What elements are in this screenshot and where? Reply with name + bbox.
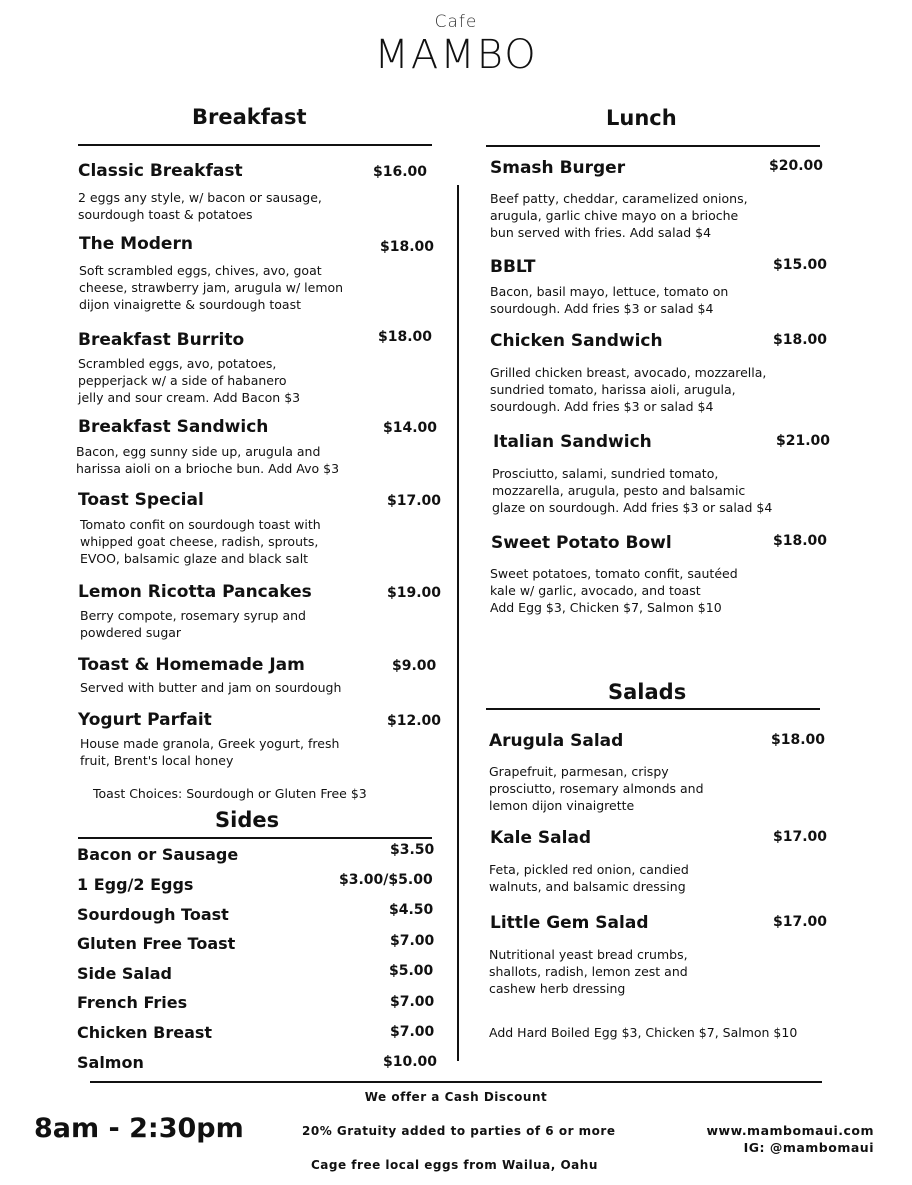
item-name: Toast & Homemade Jam: [78, 655, 305, 675]
gratuity-note: 20% Gratuity added to parties of 6 or more: [302, 1124, 616, 1138]
side-name: Salmon: [77, 1053, 144, 1072]
salads-divider: [486, 708, 820, 710]
item-price: $16.00: [373, 164, 428, 180]
item-price: $18.00: [378, 329, 433, 345]
item-name: Chicken Sandwich: [490, 331, 663, 351]
item-description: Beef patty, cheddar, caramelized onions, arugula, garlic chive mayo on a brioche bun served with fries. Add salad $4: [490, 191, 748, 240]
item-name: Classic Breakfast: [78, 161, 243, 181]
item-description: Bacon, basil mayo, lettuce, tomato on sourdough. Add fries $3 or salad $4: [490, 284, 729, 316]
side-name: 1 Egg/2 Eggs: [77, 875, 194, 894]
salad-addon-note: Add Hard Boiled Egg $3, Chicken $7, Salmon $10: [489, 1025, 798, 1040]
item-price: $17.00: [773, 829, 828, 845]
item-name: Italian Sandwich: [493, 432, 652, 452]
item-name: Breakfast Sandwich: [78, 417, 269, 437]
item-description: Grilled chicken breast, avocado, mozzarella, sundried tomato, harissa aioli, arugula, sourdough. Add fries $3 or salad $4: [490, 365, 767, 414]
opening-hours: 8am - 2:30pm: [34, 1113, 244, 1144]
item-price: $18.00: [380, 239, 435, 255]
side-name: Sourdough Toast: [77, 905, 229, 924]
item-description: Scrambled eggs, avo, potatoes, pepperjack w/ a side of habanero jelly and sour cream. Add Bacon $3: [78, 356, 301, 405]
item-description: Sweet potatoes, tomato confit, sautéed kale w/ garlic, avocado, and toast Add Egg $3, Chicken $7, Salmon $10: [490, 566, 738, 615]
item-price: $18.00: [773, 533, 828, 549]
brand-tagline: Cafe: [434, 12, 478, 32]
instagram-handle[interactable]: IG: @mambomaui: [743, 1140, 874, 1155]
item-name: Lemon Ricotta Pancakes: [78, 582, 312, 602]
item-name: Little Gem Salad: [490, 913, 649, 933]
item-name: Yogurt Parfait: [78, 710, 212, 730]
side-price: $5.00: [389, 963, 434, 979]
item-name: BBLT: [490, 257, 536, 277]
item-name: Sweet Potato Bowl: [491, 533, 672, 553]
item-price: $18.00: [771, 732, 826, 748]
item-name: Arugula Salad: [489, 731, 624, 751]
column-divider: [457, 185, 459, 1061]
breakfast-divider: [78, 144, 432, 146]
item-description: House made granola, Greek yogurt, fresh fruit, Brent's local honey: [80, 736, 340, 768]
lunch-divider: [486, 145, 820, 147]
footer-divider: [90, 1081, 822, 1083]
item-price: $12.00: [387, 713, 442, 729]
item-description: Soft scrambled eggs, chives, avo, goat cheese, strawberry jam, arugula w/ lemon dijon vinaigrette & sourdough toast: [79, 263, 344, 312]
item-price: $18.00: [773, 332, 828, 348]
side-price: $3.00/$5.00: [339, 872, 433, 888]
item-price: $15.00: [773, 257, 828, 273]
side-price: $4.50: [389, 902, 434, 918]
side-name: French Fries: [77, 993, 188, 1012]
item-description: Tomato confit on sourdough toast with whipped goat cheese, radish, sprouts, EVOO, balsamic glaze and black salt: [80, 517, 321, 566]
item-name: Kale Salad: [490, 828, 592, 848]
section-title-breakfast: Breakfast: [192, 105, 307, 129]
item-price: $17.00: [387, 493, 442, 509]
item-name: Smash Burger: [490, 158, 626, 178]
item-description: 2 eggs any style, w/ bacon or sausage, sourdough toast & potatoes: [78, 190, 322, 222]
section-title-sides: Sides: [215, 808, 280, 832]
side-price: $3.50: [390, 842, 435, 858]
side-price: $7.00: [390, 1024, 435, 1040]
section-title-lunch: Lunch: [606, 106, 677, 130]
item-name: Toast Special: [78, 490, 204, 510]
item-price: $20.00: [769, 158, 824, 174]
item-price: $14.00: [383, 420, 438, 436]
item-description: Prosciutto, salami, sundried tomato, mozzarella, arugula, pesto and balsamic glaze on sourdough. Add fries $3 or salad $4: [492, 466, 773, 515]
side-name: Chicken Breast: [77, 1023, 213, 1042]
side-price: $7.00: [390, 994, 435, 1010]
brand-logo: MAMBO: [374, 32, 538, 78]
side-name: Gluten Free Toast: [77, 934, 236, 953]
toast-choices-note: Toast Choices: Sourdough or Gluten Free $3: [93, 786, 367, 801]
website-link[interactable]: www.mambomaui.com: [706, 1123, 874, 1138]
item-price: $17.00: [773, 914, 828, 930]
item-description: Nutritional yeast bread crumbs, shallots, radish, lemon zest and cashew herb dressing: [489, 947, 688, 996]
item-description: Served with butter and jam on sourdough: [80, 680, 342, 695]
eggs-note: Cage free local eggs from Wailua, Oahu: [311, 1158, 598, 1172]
side-name: Bacon or Sausage: [77, 845, 239, 864]
item-description: Grapefruit, parmesan, crispy prosciutto, rosemary almonds and lemon dijon vinaigrette: [489, 764, 704, 813]
item-price: $9.00: [392, 658, 437, 674]
item-price: $21.00: [776, 433, 831, 449]
side-price: $10.00: [383, 1054, 438, 1070]
item-name: The Modern: [79, 234, 193, 254]
item-description: Berry compote, rosemary syrup and powdered sugar: [80, 608, 306, 640]
cash-discount-note: We offer a Cash Discount: [364, 1090, 548, 1104]
item-price: $19.00: [387, 585, 442, 601]
side-price: $7.00: [390, 933, 435, 949]
item-description: Bacon, egg sunny side up, arugula and harissa aioli on a brioche bun. Add Avo $3: [76, 444, 340, 476]
section-title-salads: Salads: [608, 680, 687, 704]
item-name: Breakfast Burrito: [78, 330, 245, 350]
item-description: Feta, pickled red onion, candied walnuts, and balsamic dressing: [489, 862, 689, 894]
sides-divider: [78, 837, 432, 839]
side-name: Side Salad: [77, 964, 172, 983]
